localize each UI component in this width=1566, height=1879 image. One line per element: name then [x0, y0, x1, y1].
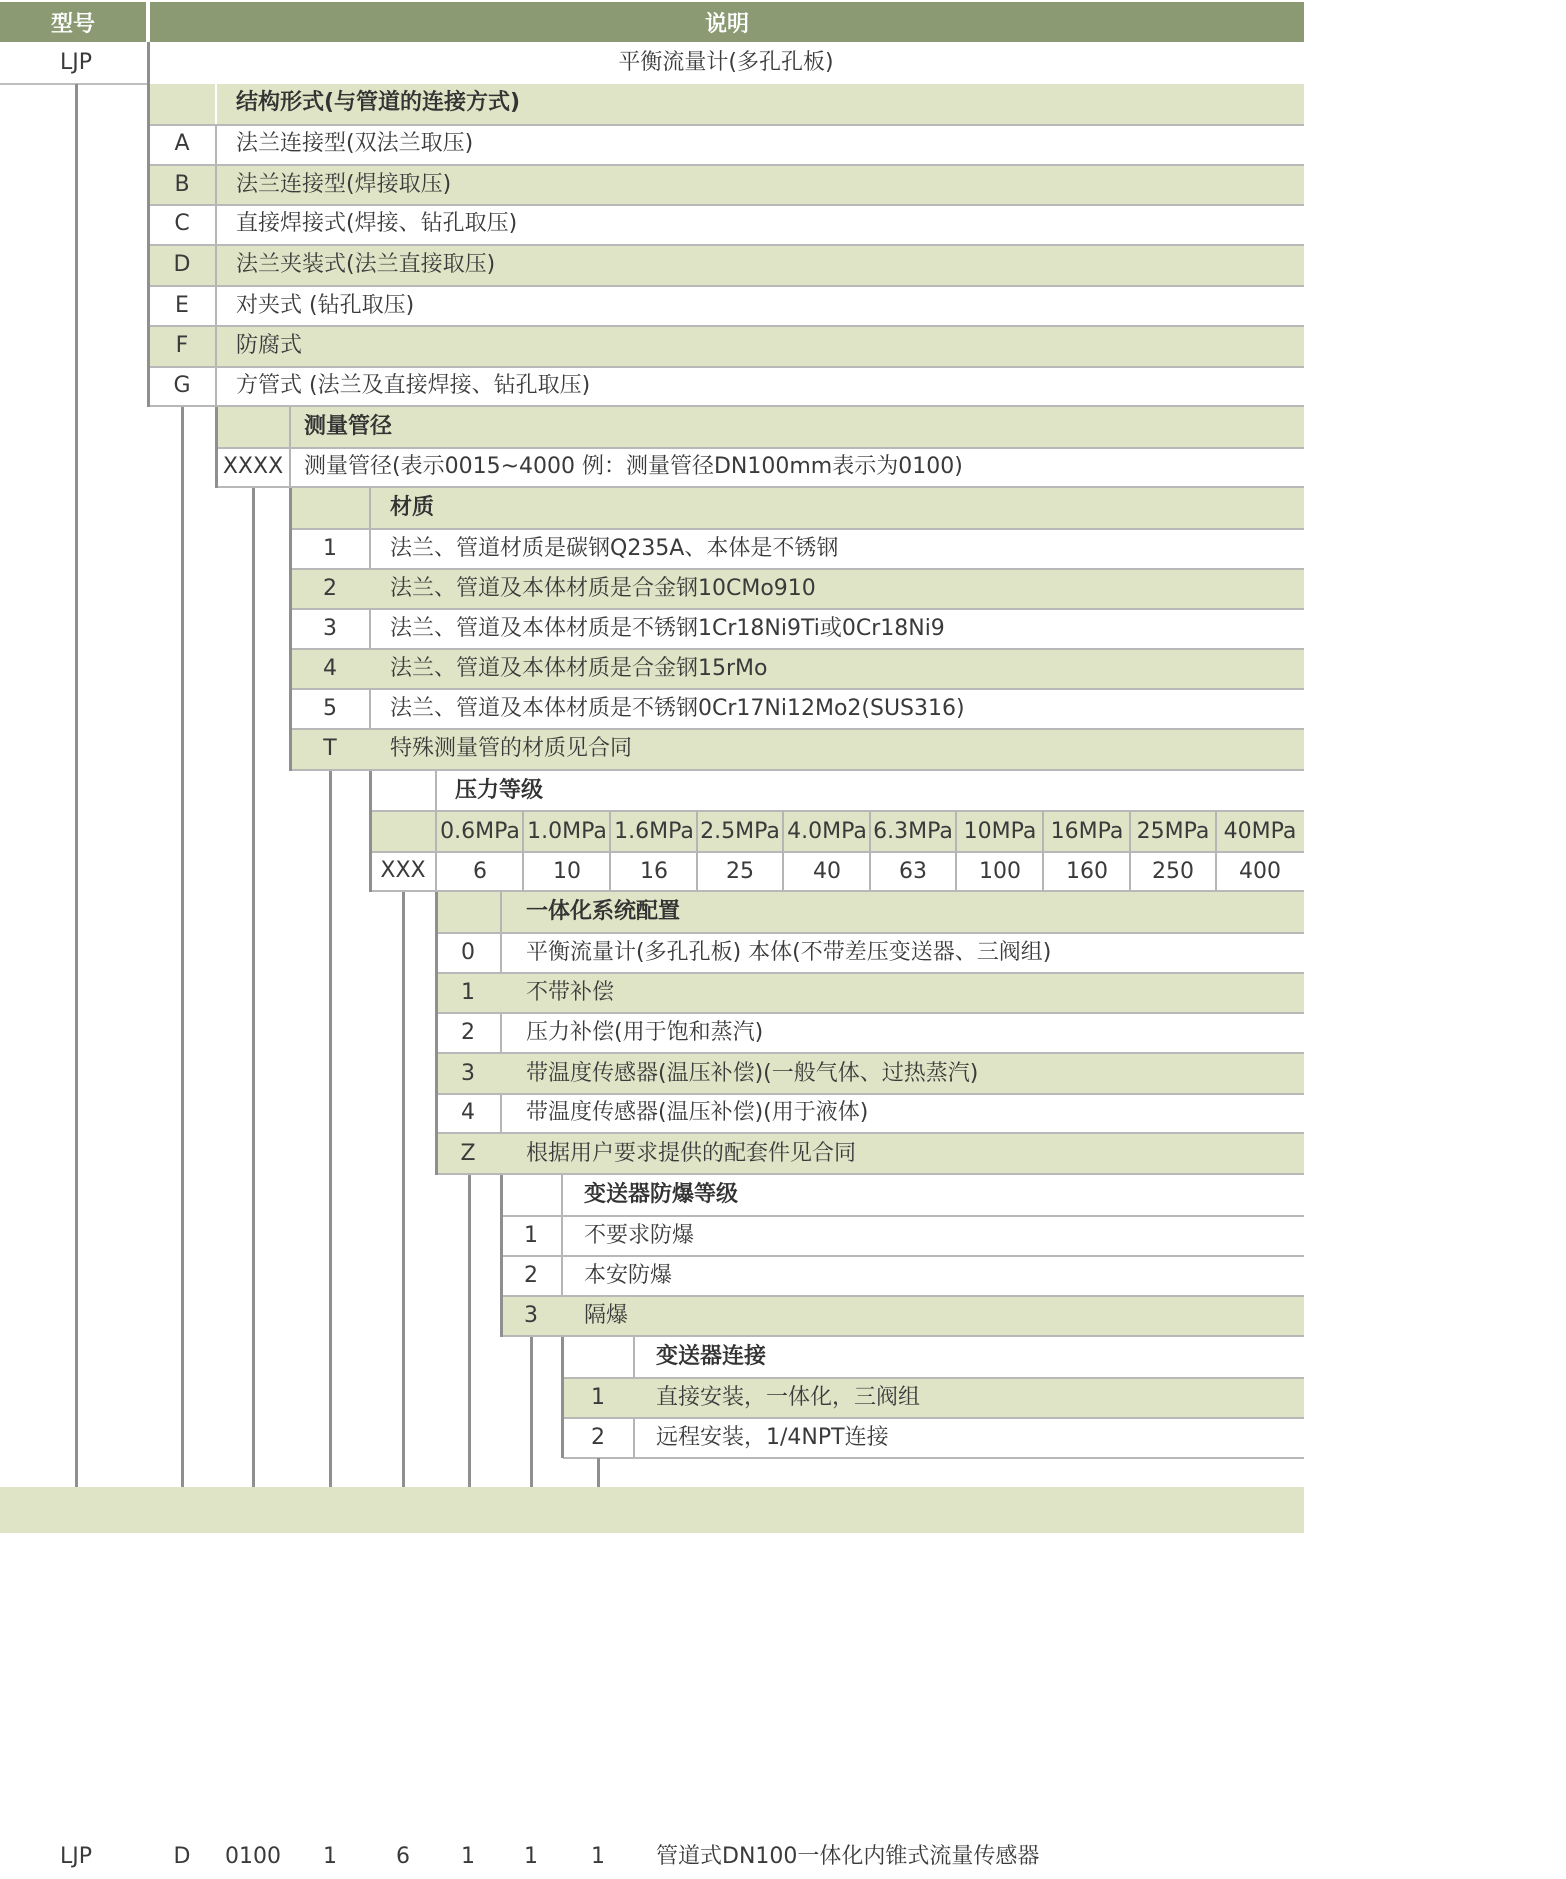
material-code-5: 5	[323, 696, 337, 721]
structure-code-e: E	[175, 293, 189, 318]
product-rule	[0, 83, 148, 85]
pressure-value: 400	[1239, 858, 1281, 884]
pressure-col-sep	[609, 811, 611, 891]
product-code: LJP	[59, 50, 93, 75]
structure-text-g: 方管式 (法兰及直接焊接、钻孔取压)	[236, 373, 591, 398]
example-code-explosion: 1	[524, 1844, 538, 1869]
pressure-grade: 40MPa	[1223, 818, 1297, 844]
config-rule	[436, 1132, 1304, 1134]
structure-code-g: G	[173, 373, 191, 398]
structure-code-divider	[215, 124, 217, 407]
pressure-grade: 0.6MPa	[440, 818, 520, 844]
structure-rule	[148, 285, 1304, 287]
structure-text-d: 法兰夹装式(法兰直接取压)	[236, 252, 496, 277]
bracket-line-connection	[561, 1337, 564, 1458]
bracket-line-explosion	[500, 1175, 503, 1337]
structure-rule	[148, 366, 1304, 368]
pressure-col-sep	[955, 811, 957, 891]
structure-text-c: 直接焊接式(焊接、钻孔取压)	[236, 211, 518, 236]
structure-rule	[148, 164, 1304, 166]
explosion-rule	[502, 1215, 1304, 1217]
config-code-0: 0	[461, 940, 475, 965]
material-text-4: 法兰、管道及本体材质是合金钢15rMo	[390, 656, 768, 681]
material-text-t: 特殊测量管的材质见合同	[390, 736, 633, 761]
header-model-label: 型号	[50, 11, 95, 37]
material-title: 材质	[390, 495, 435, 520]
pressure-value: 40	[813, 858, 841, 884]
structure-code-d: D	[173, 252, 191, 277]
connection-text-1: 直接安装，一体化，三阀组	[656, 1385, 921, 1410]
config-text-z: 根据用户要求提供的配套件见合同	[526, 1141, 857, 1166]
material-rule	[290, 608, 1304, 610]
material-code-3: 3	[323, 616, 337, 641]
pressure-value: 250	[1152, 858, 1194, 884]
config-text-3: 带温度传感器(温压补偿)(一般气体、过热蒸汽)	[526, 1061, 979, 1086]
config-rule	[436, 972, 1304, 974]
config-code-4: 4	[461, 1100, 475, 1125]
pressure-grade: 2.5MPa	[700, 818, 780, 844]
material-code-1: 1	[323, 536, 337, 561]
material-title-band	[290, 488, 1304, 528]
example-band	[0, 1487, 1304, 1533]
explosion-rule	[502, 1295, 1304, 1297]
pressure-grade: 16MPa	[1050, 818, 1124, 844]
bracket-line-model	[75, 84, 78, 1487]
pressure-grade: 6.3MPa	[873, 818, 953, 844]
material-rule	[290, 728, 1304, 730]
diameter-title: 测量管径	[304, 414, 393, 439]
config-rule	[436, 1173, 1304, 1175]
explosion-rule	[502, 1255, 1304, 1257]
material-code-4: 4	[323, 656, 337, 681]
material-rule	[290, 528, 1304, 530]
structure-rule	[148, 124, 1304, 126]
bracket-line-material-drop	[329, 771, 332, 1487]
structure-band-f	[148, 326, 1304, 366]
example-code-diameter: 0100	[225, 1844, 281, 1869]
pressure-value: 6	[473, 858, 487, 884]
connection-title: 变送器连接	[656, 1344, 767, 1369]
structure-code-a: A	[174, 131, 190, 156]
explosion-text-2: 本安防爆	[584, 1263, 673, 1288]
config-code-3: 3	[461, 1061, 475, 1086]
pressure-value: 100	[979, 858, 1021, 884]
structure-code-f: F	[175, 333, 189, 358]
bracket-line-config-drop	[468, 1175, 471, 1487]
example-code-pressure: 6	[396, 1844, 410, 1869]
example-code-connection: 1	[591, 1844, 605, 1869]
pressure-code: XXX	[380, 858, 426, 883]
material-code-t: T	[323, 736, 337, 761]
config-code-2: 2	[461, 1020, 475, 1045]
explosion-title: 变送器防爆等级	[584, 1182, 739, 1207]
material-rule	[290, 568, 1304, 570]
pressure-value: 25	[726, 858, 754, 884]
diameter-code: XXXX	[222, 454, 284, 479]
pressure-col-sep	[1215, 811, 1217, 891]
structure-rule	[148, 244, 1304, 246]
material-text-1: 法兰、管道材质是碳钢Q235A、本体是不锈钢	[390, 536, 839, 561]
explosion-rule	[502, 1335, 1304, 1337]
pressure-grade: 4.0MPa	[787, 818, 867, 844]
pressure-col-sep	[1042, 811, 1044, 891]
material-text-2: 法兰、管道及本体材质是合金钢10CMo910	[390, 576, 816, 601]
config-rule	[436, 1052, 1304, 1054]
product-name: 平衡流量计(多孔孔板)	[618, 50, 834, 75]
structure-text-b: 法兰连接型(焊接取压)	[236, 172, 452, 197]
header-desc-cell	[150, 2, 1304, 42]
header-desc-label: 说明	[704, 11, 749, 37]
config-rule	[436, 932, 1304, 934]
bracket-line-config	[435, 892, 438, 1175]
bracket-line-connection-drop	[597, 1458, 600, 1487]
example-code-config: 1	[461, 1844, 475, 1869]
material-code-2: 2	[323, 576, 337, 601]
structure-title: 结构形式(与管道的连接方式)	[236, 90, 521, 115]
pressure-value: 160	[1066, 858, 1108, 884]
bracket-line-pressure	[369, 771, 372, 892]
connection-rule	[563, 1417, 1304, 1419]
structure-code-c: C	[174, 211, 190, 236]
connection-code-1: 1	[591, 1385, 605, 1410]
pressure-value: 63	[899, 858, 927, 884]
pressure-col-sep	[696, 811, 698, 891]
pressure-col-sep	[1129, 811, 1131, 891]
pressure-col-sep	[522, 811, 524, 891]
header-model-cell	[0, 2, 146, 42]
bracket-line-diameter	[215, 407, 218, 488]
connection-rule	[563, 1457, 1304, 1459]
config-text-2: 压力补偿(用于饱和蒸汽)	[526, 1020, 764, 1045]
pressure-title: 压力等级	[455, 778, 544, 803]
explosion-code-3: 3	[524, 1303, 538, 1328]
diameter-text: 测量管径(表示0015~4000 例：测量管径DN100mm表示为0100)	[304, 454, 963, 479]
explosion-text-3: 隔爆	[584, 1303, 629, 1328]
example-code-material: 1	[323, 1844, 337, 1869]
bracket-line-structure	[147, 42, 150, 407]
explosion-code-1: 1	[524, 1223, 538, 1248]
config-title: 一体化系统配置	[526, 899, 681, 924]
pressure-grade: 1.0MPa	[527, 818, 607, 844]
structure-code-b: B	[174, 172, 190, 197]
pressure-col-sep	[869, 811, 871, 891]
structure-text-e: 对夹式 (钻孔取压)	[236, 293, 415, 318]
example-code-structure: D	[173, 1844, 191, 1869]
structure-text-a: 法兰连接型(双法兰取压)	[236, 131, 474, 156]
config-rule	[436, 1093, 1304, 1095]
pressure-value: 10	[553, 858, 581, 884]
config-rule	[436, 1012, 1304, 1014]
connection-code-2: 2	[591, 1425, 605, 1450]
config-code-1: 1	[461, 980, 475, 1005]
pressure-grade: 25MPa	[1136, 818, 1210, 844]
pressure-col-sep	[782, 811, 784, 891]
material-rule	[290, 648, 1304, 650]
structure-rule	[148, 325, 1304, 327]
bracket-line-pressure-drop	[402, 892, 405, 1487]
config-text-4: 带温度传感器(温压补偿)(用于液体)	[526, 1100, 869, 1125]
material-rule	[290, 688, 1304, 690]
explosion-code-2: 2	[524, 1263, 538, 1288]
config-code-z: Z	[460, 1141, 476, 1166]
pressure-value: 16	[640, 858, 668, 884]
pressure-grade: 10MPa	[963, 818, 1037, 844]
connection-rule	[563, 1377, 1304, 1379]
config-text-0: 平衡流量计(多孔孔板) 本体(不带差压变送器、三阀组)	[526, 940, 1052, 965]
material-text-3: 法兰、管道及本体材质是不锈钢1Cr18Ni9Ti或0Cr18Ni9	[390, 616, 945, 641]
pressure-grade: 1.6MPa	[614, 818, 694, 844]
structure-rule	[148, 204, 1304, 206]
bracket-line-structure-drop	[181, 407, 184, 1487]
explosion-text-1: 不要求防爆	[584, 1223, 695, 1248]
example-code-model: LJP	[59, 1844, 93, 1869]
bracket-line-explosion-drop	[530, 1337, 533, 1487]
material-text-5: 法兰、管道及本体材质是不锈钢0Cr17Ni12Mo2(SUS316)	[390, 696, 965, 721]
diameter-rule	[216, 447, 1304, 449]
bracket-line-diameter-drop	[252, 488, 255, 1487]
structure-title-divider	[215, 84, 217, 124]
config-text-1: 不带补偿	[526, 980, 615, 1005]
bracket-line-material	[289, 488, 292, 771]
material-rule	[290, 769, 1304, 771]
connection-text-2: 远程安装，1/4NPT连接	[656, 1425, 889, 1450]
example-description: 管道式DN100一体化内锥式流量传感器	[656, 1844, 1040, 1869]
structure-text-f: 防腐式	[236, 333, 303, 358]
